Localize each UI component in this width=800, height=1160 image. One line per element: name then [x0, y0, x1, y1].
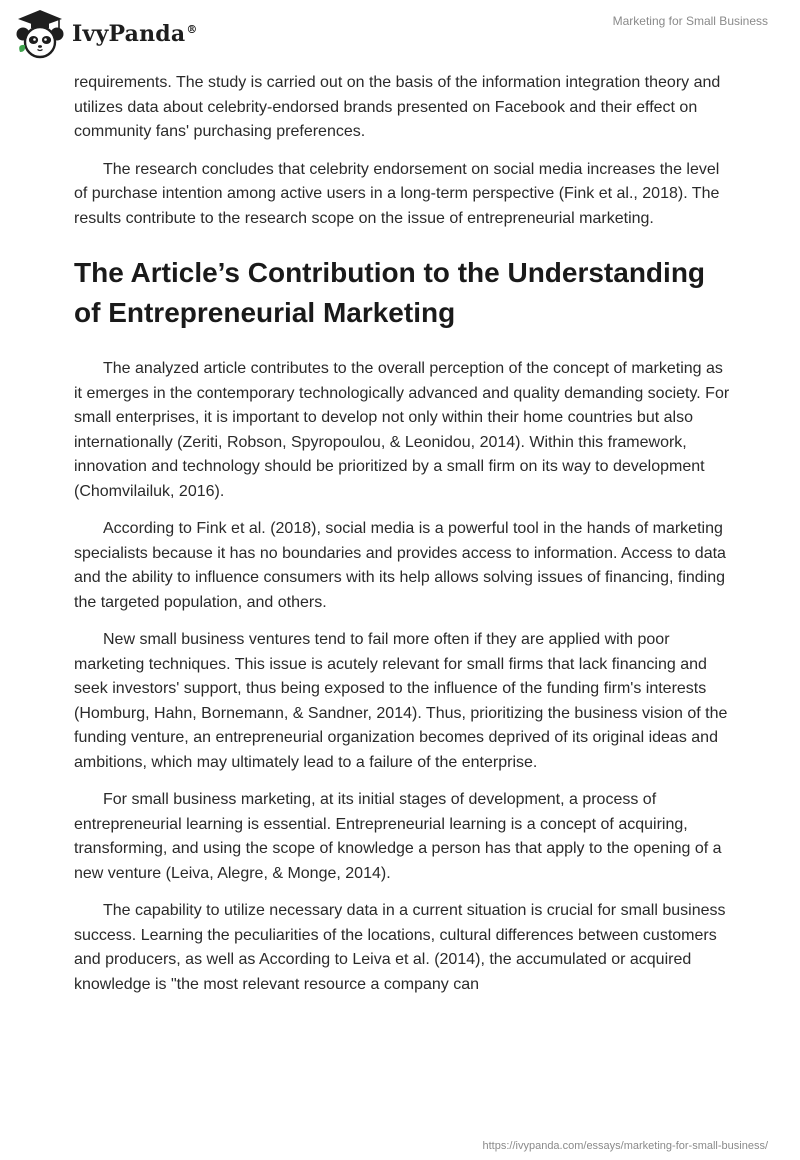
paragraph: For small business marketing, at its initial stages of development, a process of entrepreneurial learning is essential. Entrepreneurial learning is a concept of acquiring, transforming, and using the scope of knowledge a person has that apply to the opening of a new venture (Leiva, Alegre, & Monge, 2014).	[74, 791, 722, 882]
paragraph: New small business ventures tend to fail more often if they are applied with poor marketing techniques. This issue is acutely relevant for small firms that lack financing and seek investors' support, thus being exposed to the influence of the funding firm's interests (Homburg, Hahn, Bornemann, & Sandner, 2014). Thus, prioritizing the business vision of the funding venture, an entrepreneurial organization becomes deprived of its original ideas and ambitions, which may ultimately lead to a failure of the enterprise.	[74, 631, 728, 771]
paragraph: The capability to utilize necessary data in a current situation is crucial for small business success. Learning the peculiarities of the locations, cultural differences between customers and producers, as well as According to Leiva et al. (2014), the accumulated or acquired knowledge is "the most relevant resource a company can	[74, 902, 726, 993]
paragraph: The analyzed article contributes to the overall perception of the concept of marketing as it emerges in the contemporary technologically advanced and quality demanding society. For small enterprises, it is important to develop not only within their home countries but also internationally (Zeriti, Robson, Spyropoulou, & Leonidou, 2014). Within this framework, innovation and technology should be prioritized by a small firm on its way to development (Chomvilailuk, 2016).	[74, 360, 730, 500]
registered-mark: ®	[186, 22, 198, 36]
source-url[interactable]: https://ivypanda.com/essays/marketing-for-small-business/	[482, 1140, 768, 1152]
logo[interactable]	[14, 8, 198, 60]
paragraph: The research concludes that celebrity endorsement on social media increases the level of purchase intention among active users in a long-term perspective (Fink et al., 2018). The results contribute to the research scope on the issue of entrepreneurial marketing.	[74, 160, 720, 227]
essay-body	[74, 71, 734, 1010]
paragraph-continuation: requirements. The study is carried out on the basis of the information integration theory and utilizes data about celebrity-endorsed brands presented on Facebook and their effect on community fans' purchasing preferences.	[74, 74, 721, 140]
page-header	[0, 0, 800, 72]
paragraph: According to Fink et al. (2018), social media is a powerful tool in the hands of marketing specialists because it has no boundaries and provides access to information. Access to data and the ability to influence consumers with its help allows solving issues of financing, finding the targeted population, and others.	[74, 520, 726, 611]
brand-name: IvyPanda®	[72, 21, 198, 47]
panda-graduate-icon	[14, 8, 66, 60]
section-heading: The Article’s Contribution to the Understanding of Entrepreneurial Marketing	[74, 257, 706, 328]
document-title: Marketing for Small Business	[612, 14, 768, 28]
